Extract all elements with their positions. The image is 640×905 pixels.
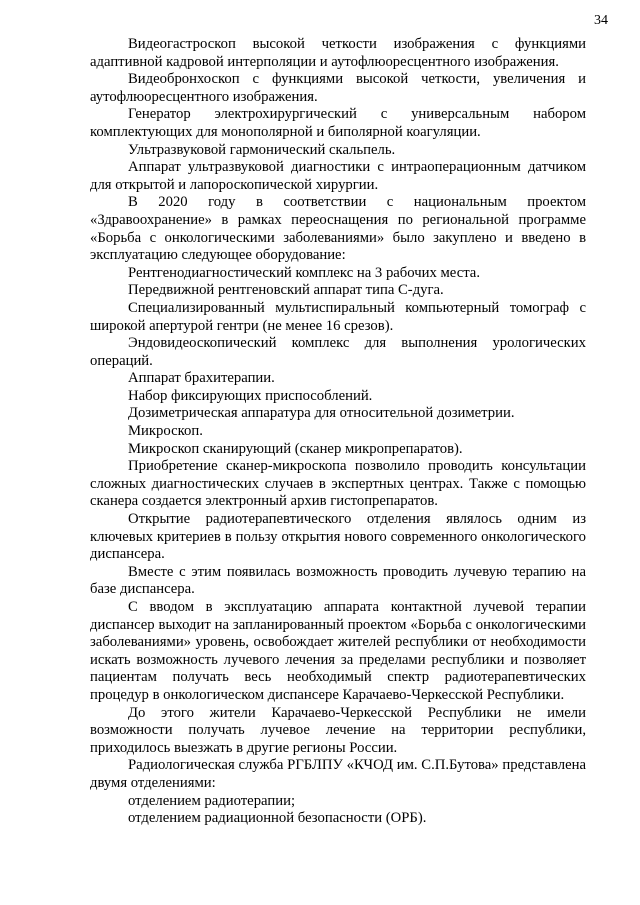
paragraph-electrosurgical-generator: Генератор электрохирургический с универсальным набором комплектующих для монополярной и биполярной коагуляции.	[90, 106, 586, 140]
paragraph-contact-therapy: С вводом в эксплуатацию аппарата контактной лучевой терапии диспансер выходит на запланированный проектом «Борьба с онкологическими заболеваниями» уровень, освобождает жителей республики от необходимости искать возможность лучевого лечения за пределами республики и позволяет пациентам получать весь необходимый спектр радиотерапевтических процедур в онкологическом диспансере Карачаево-Черкесской Республики.	[90, 599, 586, 703]
paragraph-fixation-set: Набор фиксирующих приспособлений.	[128, 387, 373, 404]
paragraph-scanning-microscope: Микроскоп сканирующий (сканер микропрепаратов).	[128, 440, 463, 457]
paragraph-microscope: Микроскоп.	[128, 423, 203, 440]
page-number: 34	[594, 13, 608, 28]
list-item-radiation-safety-department: отделением радиационной безопасности (ОРБ).	[128, 810, 427, 827]
list-item-radiotherapy-department: отделением радиотерапии;	[128, 792, 296, 809]
document-body	[90, 36, 586, 828]
paragraph-xray-complex: Рентгенодиагностический комплекс на 3 рабочих места.	[128, 264, 480, 281]
paragraph-ultrasound-device: Аппарат ультразвуковой диагностики с интраоперационным датчиком для открытой и лапороскопической хирургии.	[90, 159, 586, 193]
paragraph-radiology-service: Радиологическая служба РГБЛПУ «КЧОД им. С.П.Бутова» представлена двумя отделениями:	[90, 757, 586, 791]
paragraph-videobronchoscope: Видеобронхоскоп с функциями высокой четкости, увеличения и аутофлюоресцентного изображения.	[90, 71, 586, 105]
paragraph-dosimetry: Дозиметрическая аппаратура для относительной дозиметрии.	[128, 405, 515, 422]
paragraph-2020-procurement: В 2020 году в соответствии с национальным проектом «Здравоохранение» в рамках переоснащения по региональной программе «Борьба с онкологическими заболеваниями» было закуплено и введено в эксплуатацию следующее оборудование:	[90, 194, 586, 264]
paragraph-ct-scanner: Специализированный мультиспиральный компьютерный томограф с широкой апертурой гентри (не менее 16 срезов).	[90, 299, 586, 334]
paragraph-c-arm: Передвижной рентгеновский аппарат типа С-дуга.	[128, 282, 444, 299]
paragraph-endovideo-complex: Эндовидеоскопический комплекс для выполнения урологических операций.	[90, 335, 586, 369]
paragraph-ultrasonic-scalpel: Ультразвуковой гармонический скальпель.	[128, 141, 396, 158]
paragraph-videogastroscope: Видеогастроскоп высокой четкости изображения с функциями адаптивной кадровой интерполяции и аутофлюоресцентного изображения.	[90, 36, 586, 70]
paragraph-radiation-therapy-opportunity: Вместе с этим появилась возможность проводить лучевую терапию на базе диспансера.	[90, 563, 586, 598]
paragraph-previous-situation: До этого жители Карачаево-Черкесской Республики не имели возможности получать лучевое лечение на территории республики, приходилось выезжать в другие регионы России.	[90, 704, 586, 756]
paragraph-scanner-benefits: Приобретение сканер-микроскопа позволило проводить консультации сложных диагностических случаев в экспертных центрах. Также с помощью сканера создается электронный архив гистопрепаратов.	[90, 458, 586, 510]
paragraph-brachytherapy: Аппарат брахитерапии.	[128, 370, 275, 387]
paragraph-radiotherapy-opening: Открытие радиотерапевтического отделения являлось одним из ключевых критериев в пользу открытия нового современного онкологического диспансера.	[90, 511, 586, 563]
